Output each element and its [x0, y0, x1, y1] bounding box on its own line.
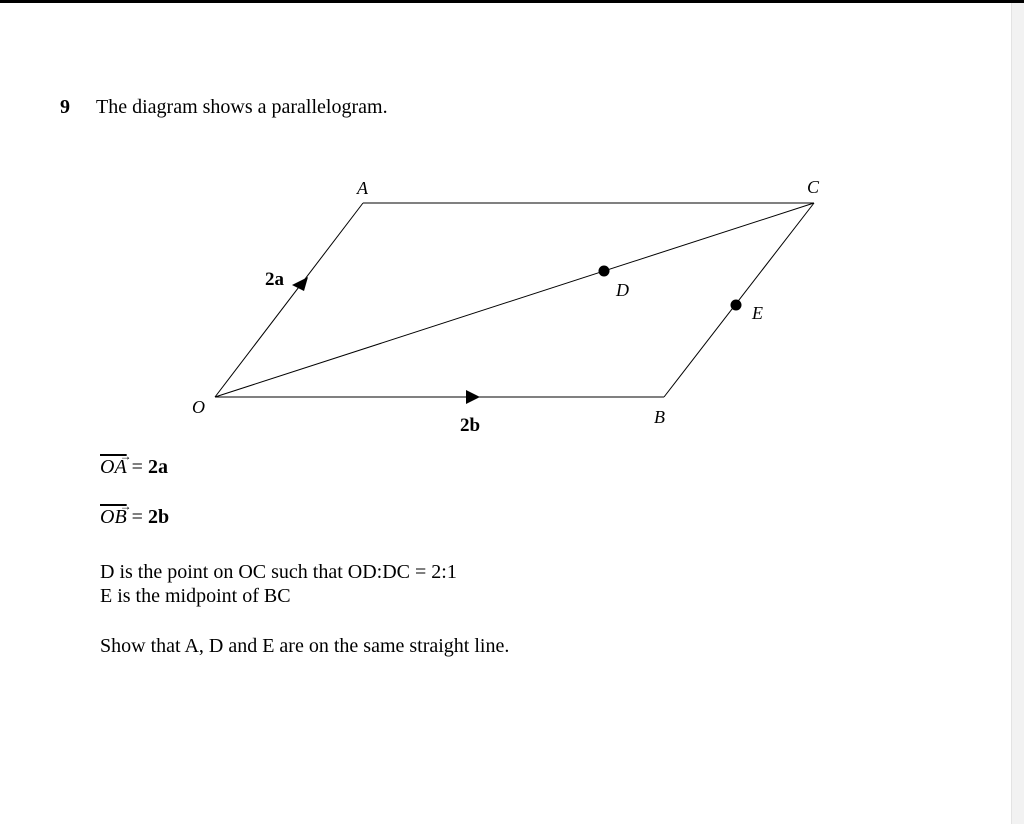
label-edge-OB: 2b: [460, 415, 481, 436]
condition-E: E is the midpoint of BC: [100, 585, 291, 607]
label-A: A: [357, 178, 368, 198]
vector-OA-name: [100, 449, 132, 478]
edge-CB: [664, 203, 814, 397]
condition-D: D is the point on OC such that OD:DC = 2:1: [100, 561, 457, 583]
equals-sign: =: [131, 456, 143, 478]
diagonal-OC: [215, 203, 814, 397]
vector-OA-value: 2a: [147, 456, 168, 478]
vector-OA-statement: [100, 449, 168, 479]
vector-arrow-icon: →: [119, 499, 132, 513]
equals-sign: =: [131, 506, 143, 528]
vector-OB-value: 2b: [147, 506, 170, 528]
edge-OA: [215, 203, 363, 397]
label-C: C: [807, 177, 820, 197]
question-number: 9: [60, 96, 70, 118]
arrow-OB: [466, 390, 480, 404]
vector-OB-name: [100, 499, 132, 528]
vector-OA-name-text: OA: [100, 456, 127, 478]
vector-OB-statement: [100, 499, 170, 529]
label-O: O: [192, 397, 205, 417]
vector-arrow-icon: →: [119, 449, 132, 463]
vector-OB-name-text: OB: [100, 506, 127, 528]
label-E: E: [752, 303, 763, 323]
point-E: [731, 300, 742, 311]
label-D: D: [616, 280, 629, 300]
label-B: B: [654, 407, 665, 427]
arrow-OA: [292, 277, 308, 291]
label-edge-OA: 2a: [265, 269, 284, 290]
question-intro: The diagram shows a parallelogram.: [96, 96, 388, 118]
point-D: [599, 266, 610, 277]
task-statement: Show that A, D and E are on the same straight line.: [100, 635, 510, 657]
